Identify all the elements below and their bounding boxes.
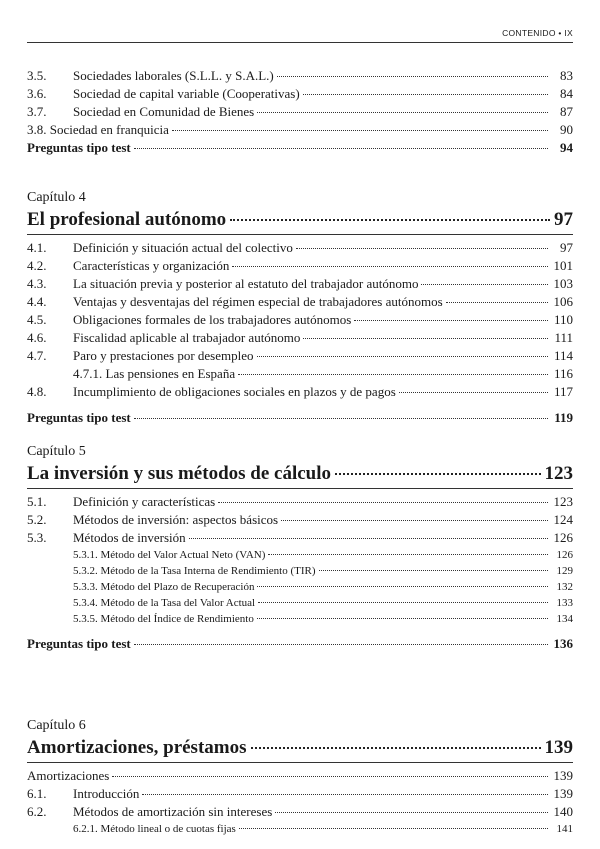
toc-entry[interactable]: [27, 347, 573, 365]
entry-number: 6.1.: [27, 786, 47, 801]
entry-title: Amortizaciones: [27, 768, 110, 783]
toc-entry[interactable]: [27, 529, 573, 547]
entry-number: 6.2.: [27, 804, 47, 819]
entry-page: 140: [553, 804, 573, 819]
dot-leader: [142, 794, 548, 795]
dot-leader: [335, 473, 540, 475]
entry-page: 84: [560, 86, 573, 101]
dot-leader: [232, 266, 548, 267]
entry-page: 123: [553, 494, 573, 509]
dot-leader: [218, 502, 548, 503]
dot-leader: [296, 248, 548, 249]
entry-title: Métodos de inversión: aspectos básicos: [73, 512, 279, 527]
entry-page: 117: [553, 384, 573, 399]
dot-leader: [257, 112, 548, 113]
entry-number: 4.6.: [27, 330, 47, 345]
entry-page: 132: [556, 581, 573, 593]
entry-title: 6.2.1. Método lineal o de cuotas fijas: [73, 823, 236, 835]
dot-leader: [134, 644, 548, 645]
toc-subentry[interactable]: [27, 365, 573, 383]
chapter-page: 123: [544, 463, 573, 484]
entry-number: 5.3.: [27, 530, 47, 545]
chapter-label: Capítulo 6: [27, 718, 86, 733]
toc-subentry[interactable]: [27, 611, 573, 627]
toc-entry[interactable]: [27, 293, 573, 311]
dot-leader: [421, 284, 548, 285]
dot-leader: [257, 618, 548, 619]
dot-leader: [399, 392, 548, 393]
dot-leader: [134, 418, 548, 419]
entry-number: 4.8.: [27, 384, 47, 399]
entry-page: 101: [553, 258, 573, 273]
toc-entry[interactable]: [27, 275, 573, 293]
toc-subentry[interactable]: [27, 547, 573, 563]
toc-entry-test[interactable]: [27, 635, 573, 653]
chapter-title-text: El profesional autónomo: [27, 209, 227, 230]
entry-title: Sociedades laborales (S.L.L. y S.A.L.): [73, 68, 274, 83]
entry-page: 106: [553, 294, 573, 309]
chapter-title-text: Amortizaciones, préstamos: [27, 737, 247, 758]
toc-subentry[interactable]: [27, 579, 573, 595]
entry-page: 119: [554, 410, 573, 425]
dot-leader: [257, 586, 548, 587]
entry-number: 4.7.: [27, 348, 47, 363]
entry-title: Métodos de amortización sin intereses: [73, 804, 273, 819]
dot-leader: [258, 602, 548, 603]
toc-entry[interactable]: [27, 67, 573, 85]
entry-page: 139: [553, 768, 573, 783]
entry-title: 5.3.3. Método del Plazo de Recuperación: [73, 581, 255, 593]
entry-page: 83: [560, 68, 573, 83]
entry-title: Obligaciones formales de los trabajadores autónomos: [73, 312, 352, 327]
entry-number: 5.1.: [27, 494, 47, 509]
entry-title: 5.3.1. Método del Valor Actual Neto (VAN): [73, 549, 266, 561]
entry-page: 116: [553, 366, 573, 381]
entry-title: 3.8. Sociedad en franquicia: [27, 122, 169, 137]
chapter-title[interactable]: [27, 736, 573, 763]
entry-page: 126: [553, 530, 573, 545]
entry-page: 87: [560, 104, 573, 119]
entry-number: 4.4.: [27, 294, 47, 309]
toc-entry[interactable]: [27, 767, 573, 785]
entry-page: 134: [556, 613, 573, 625]
entry-title: 5.3.2. Método de la Tasa Interna de Rendimiento (TIR): [73, 565, 316, 577]
dot-leader: [446, 302, 548, 303]
dot-leader: [303, 338, 548, 339]
dot-leader: [172, 130, 548, 131]
dot-leader: [239, 828, 548, 829]
toc-entry[interactable]: [27, 239, 573, 257]
section-chapter-5: [27, 442, 573, 653]
toc-entry[interactable]: [27, 257, 573, 275]
entry-title: Preguntas tipo test: [27, 636, 131, 651]
chapter-title[interactable]: [27, 462, 573, 489]
running-header-text: CONTENIDO • IX: [502, 28, 573, 38]
running-header: [27, 26, 573, 43]
entry-number: 5.2.: [27, 512, 47, 527]
entry-title: Introducción: [73, 786, 140, 801]
chapter-page: 97: [554, 209, 573, 230]
toc-entry[interactable]: [27, 383, 573, 401]
chapter-label: Capítulo 4: [27, 190, 86, 205]
entry-title: La situación previa y posterior al estatuto del trabajador autónomo: [73, 276, 419, 291]
chapter-page: 139: [544, 737, 573, 758]
entry-page: 110: [553, 312, 573, 327]
entry-page: 126: [556, 549, 573, 561]
entry-title: Definición y situación actual del colectivo: [73, 240, 293, 255]
entry-title: Incumplimiento de obligaciones sociales en plazos y de pagos: [73, 384, 396, 399]
dot-leader: [303, 94, 548, 95]
dot-leader: [189, 538, 548, 539]
toc-entry[interactable]: [27, 493, 573, 511]
toc-entry[interactable]: [27, 311, 573, 329]
toc-entry[interactable]: [27, 803, 573, 821]
entry-page: 139: [553, 786, 573, 801]
dot-leader: [257, 356, 548, 357]
toc-subentry[interactable]: [27, 563, 573, 579]
section-chapter-4: [27, 188, 573, 427]
entry-page: 97: [560, 240, 573, 255]
entry-page: 133: [556, 597, 573, 609]
toc-entry[interactable]: [27, 329, 573, 347]
entry-number: 3.7.: [27, 104, 47, 119]
dot-leader: [354, 320, 548, 321]
chapter-title-text: La inversión y sus métodos de cálculo: [27, 463, 332, 484]
dot-leader: [112, 776, 548, 777]
entry-number: 4.3.: [27, 276, 47, 291]
chapter-label: Capítulo 5: [27, 444, 86, 459]
chapter-title[interactable]: [27, 208, 573, 235]
entry-title: Sociedad en Comunidad de Bienes: [73, 104, 255, 119]
entry-page: 124: [553, 512, 573, 527]
entry-number: 3.5.: [27, 68, 47, 83]
entry-title: 5.3.4. Método de la Tasa del Valor Actual: [73, 597, 256, 609]
entry-number: 3.6.: [27, 86, 47, 101]
dot-leader: [275, 812, 548, 813]
dot-leader: [238, 374, 548, 375]
entry-number: 4.5.: [27, 312, 47, 327]
toc-entry[interactable]: [27, 85, 573, 103]
entry-title: Ventajas y desventajas del régimen especial de trabajadores autónomos: [73, 294, 443, 309]
entry-number: 4.2.: [27, 258, 47, 273]
dot-leader: [268, 554, 548, 555]
entry-page: 90: [560, 122, 573, 137]
entry-number: 4.1.: [27, 240, 47, 255]
entry-title: Definición y características: [73, 494, 216, 509]
section-chapter-6: [27, 716, 573, 837]
toc-subentry[interactable]: [27, 821, 573, 837]
dot-leader: [281, 520, 548, 521]
section-chapter-3-continuation: [27, 67, 573, 157]
dot-leader: [319, 570, 549, 571]
entry-title: Preguntas tipo test: [27, 140, 131, 155]
entry-title: Preguntas tipo test: [27, 410, 131, 425]
entry-title: Paro y prestaciones por desempleo: [73, 348, 254, 363]
toc-entry[interactable]: [27, 785, 573, 803]
dot-leader: [251, 747, 541, 749]
dot-leader: [277, 76, 548, 77]
entry-title: Fiscalidad aplicable al trabajador autónomo: [73, 330, 301, 345]
dot-leader: [230, 219, 550, 221]
entry-page: 136: [553, 636, 573, 651]
entry-title: 4.7.1. Las pensiones en España: [73, 366, 236, 381]
toc-entry-test[interactable]: [27, 409, 573, 427]
entry-page: 114: [553, 348, 573, 363]
toc-entry[interactable]: [27, 103, 573, 121]
entry-page: 103: [553, 276, 573, 291]
entry-page: 94: [560, 140, 573, 155]
entry-page: 129: [556, 565, 573, 577]
entry-title: Métodos de inversión: [73, 530, 186, 545]
entry-page: 111: [554, 330, 573, 345]
entry-page: 141: [556, 823, 573, 835]
entry-title: Sociedad de capital variable (Cooperativas): [73, 86, 300, 101]
entry-title: 5.3.5. Método del Índice de Rendimiento: [73, 613, 254, 625]
dot-leader: [134, 148, 548, 149]
toc-entry[interactable]: [27, 121, 573, 139]
toc-entry-test[interactable]: [27, 139, 573, 157]
entry-title: Características y organización: [73, 258, 230, 273]
toc-subentry[interactable]: [27, 595, 573, 611]
toc-entry[interactable]: [27, 511, 573, 529]
